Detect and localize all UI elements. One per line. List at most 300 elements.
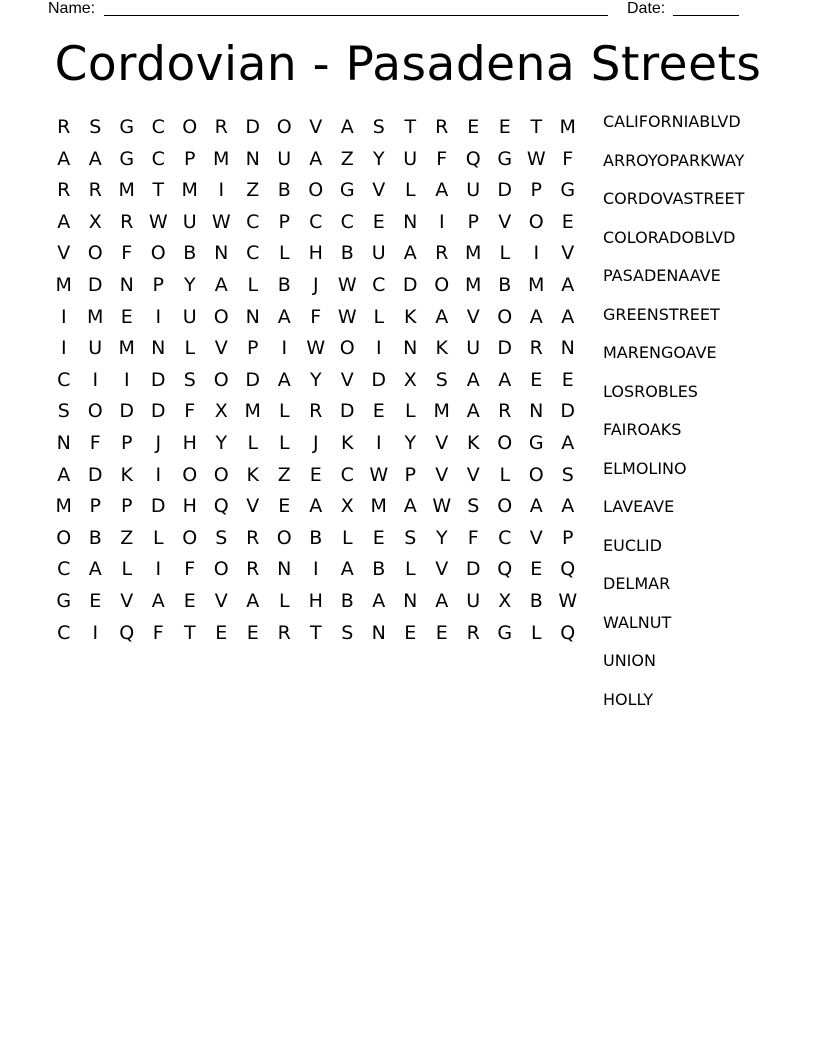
- grid-cell[interactable]: V: [561, 242, 575, 265]
- grid-cell[interactable]: E: [467, 116, 480, 138]
- grid-cell[interactable]: G: [56, 589, 72, 612]
- grid-cell[interactable]: T: [152, 179, 165, 202]
- grid-cell[interactable]: E: [498, 116, 511, 138]
- grid-cell[interactable]: S: [435, 368, 448, 391]
- grid-cell[interactable]: A: [340, 116, 354, 138]
- grid-cell[interactable]: D: [150, 495, 166, 518]
- grid-cell[interactable]: O: [339, 337, 355, 360]
- grid-cell[interactable]: M: [433, 400, 450, 423]
- grid-cell[interactable]: B: [277, 179, 291, 202]
- grid-cell[interactable]: A: [561, 273, 575, 296]
- grid-cell[interactable]: R: [246, 558, 260, 581]
- grid-cell[interactable]: E: [246, 621, 259, 644]
- grid-cell[interactable]: N: [403, 337, 418, 360]
- grid-cell[interactable]: Z: [277, 463, 291, 486]
- grid-cell[interactable]: W: [306, 337, 326, 360]
- grid-cell[interactable]: C: [340, 463, 354, 486]
- grid-cell[interactable]: I: [438, 210, 445, 233]
- grid-cell[interactable]: D: [560, 400, 576, 423]
- grid-cell[interactable]: E: [89, 589, 102, 612]
- grid-cell[interactable]: O: [528, 210, 544, 233]
- grid-cell[interactable]: O: [213, 463, 229, 486]
- grid-cell[interactable]: D: [119, 400, 135, 423]
- grid-cell[interactable]: I: [218, 179, 225, 202]
- grid-cell[interactable]: S: [341, 621, 354, 644]
- grid-cell[interactable]: I: [375, 337, 382, 360]
- grid-cell[interactable]: G: [119, 116, 135, 138]
- grid-cell[interactable]: B: [277, 273, 291, 296]
- grid-cell[interactable]: Q: [560, 621, 576, 644]
- grid-cell[interactable]: V: [435, 431, 449, 454]
- grid-cell[interactable]: P: [278, 210, 290, 233]
- grid-cell[interactable]: O: [213, 558, 229, 581]
- grid-cell[interactable]: R: [57, 116, 71, 138]
- grid-cell[interactable]: E: [120, 305, 133, 328]
- grid-cell[interactable]: X: [403, 368, 417, 391]
- grid-cell[interactable]: L: [247, 273, 259, 296]
- grid-cell[interactable]: O: [56, 526, 72, 549]
- grid-cell[interactable]: G: [560, 179, 576, 202]
- grid-cell[interactable]: R: [498, 400, 512, 423]
- grid-cell[interactable]: Q: [119, 621, 135, 644]
- grid-cell[interactable]: M: [559, 116, 576, 138]
- grid-cell[interactable]: D: [402, 273, 418, 296]
- grid-cell[interactable]: C: [372, 273, 386, 296]
- grid-cell[interactable]: H: [308, 589, 323, 612]
- grid-cell[interactable]: L: [404, 400, 416, 423]
- grid-cell[interactable]: I: [155, 305, 162, 328]
- grid-cell[interactable]: A: [309, 147, 323, 170]
- grid-cell[interactable]: J: [312, 273, 319, 296]
- grid-cell[interactable]: U: [371, 242, 386, 265]
- grid-cell[interactable]: Y: [309, 368, 322, 391]
- grid-cell[interactable]: Q: [213, 495, 229, 518]
- grid-cell[interactable]: U: [466, 179, 481, 202]
- grid-cell[interactable]: L: [404, 558, 416, 581]
- grid-cell[interactable]: R: [120, 210, 134, 233]
- grid-cell[interactable]: N: [214, 242, 229, 265]
- grid-cell[interactable]: T: [183, 621, 196, 644]
- grid-cell[interactable]: C: [340, 210, 354, 233]
- grid-cell[interactable]: E: [561, 210, 574, 233]
- grid-cell[interactable]: I: [60, 337, 67, 360]
- grid-cell[interactable]: E: [372, 400, 385, 423]
- grid-cell[interactable]: G: [119, 147, 135, 170]
- grid-cell[interactable]: F: [436, 147, 448, 170]
- grid-cell[interactable]: B: [88, 526, 102, 549]
- grid-cell[interactable]: R: [57, 179, 71, 202]
- grid-cell[interactable]: U: [466, 589, 481, 612]
- grid-cell[interactable]: X: [340, 495, 354, 518]
- grid-cell[interactable]: N: [403, 589, 418, 612]
- grid-cell[interactable]: V: [466, 463, 480, 486]
- grid-cell[interactable]: V: [246, 495, 260, 518]
- grid-cell[interactable]: Z: [246, 179, 260, 202]
- grid-cell[interactable]: I: [155, 558, 162, 581]
- grid-cell[interactable]: P: [247, 337, 259, 360]
- grid-cell[interactable]: L: [404, 179, 416, 202]
- grid-cell[interactable]: A: [277, 368, 291, 391]
- grid-cell[interactable]: M: [528, 273, 545, 296]
- grid-cell[interactable]: E: [372, 526, 385, 549]
- grid-cell[interactable]: A: [57, 147, 71, 170]
- grid-cell[interactable]: U: [88, 337, 103, 360]
- grid-cell[interactable]: S: [215, 526, 228, 549]
- grid-cell[interactable]: R: [309, 400, 323, 423]
- grid-cell[interactable]: N: [403, 210, 418, 233]
- grid-cell[interactable]: M: [244, 400, 261, 423]
- grid-cell[interactable]: A: [246, 589, 260, 612]
- grid-cell[interactable]: N: [245, 147, 260, 170]
- grid-cell[interactable]: D: [87, 463, 103, 486]
- grid-cell[interactable]: Y: [404, 431, 417, 454]
- grid-cell[interactable]: A: [88, 147, 102, 170]
- grid-cell[interactable]: N: [245, 305, 260, 328]
- grid-cell[interactable]: V: [214, 337, 228, 360]
- grid-cell[interactable]: J: [312, 431, 319, 454]
- grid-cell[interactable]: B: [183, 242, 197, 265]
- grid-cell[interactable]: C: [151, 116, 165, 138]
- grid-cell[interactable]: Q: [497, 558, 513, 581]
- grid-cell[interactable]: U: [277, 147, 292, 170]
- grid-cell[interactable]: C: [57, 621, 71, 644]
- grid-cell[interactable]: O: [276, 116, 292, 138]
- name-field[interactable]: [104, 15, 608, 16]
- grid-cell[interactable]: N: [277, 558, 292, 581]
- grid-cell[interactable]: L: [499, 463, 511, 486]
- grid-cell[interactable]: W: [148, 210, 168, 233]
- grid-cell[interactable]: O: [276, 526, 292, 549]
- grid-cell[interactable]: E: [215, 621, 228, 644]
- grid-cell[interactable]: V: [435, 558, 449, 581]
- grid-cell[interactable]: U: [403, 147, 418, 170]
- grid-cell[interactable]: N: [371, 621, 386, 644]
- grid-cell[interactable]: A: [435, 305, 449, 328]
- grid-cell[interactable]: A: [340, 558, 354, 581]
- grid-cell[interactable]: V: [529, 526, 543, 549]
- grid-cell[interactable]: A: [435, 589, 449, 612]
- grid-cell[interactable]: E: [435, 621, 448, 644]
- grid-cell[interactable]: H: [308, 242, 323, 265]
- grid-cell[interactable]: M: [465, 273, 482, 296]
- grid-cell[interactable]: P: [89, 495, 101, 518]
- grid-cell[interactable]: R: [277, 621, 291, 644]
- grid-cell[interactable]: N: [119, 273, 134, 296]
- grid-cell[interactable]: V: [120, 589, 134, 612]
- grid-cell[interactable]: O: [434, 273, 450, 296]
- grid-cell[interactable]: P: [152, 273, 164, 296]
- grid-cell[interactable]: K: [435, 337, 448, 360]
- grid-cell[interactable]: X: [214, 400, 228, 423]
- grid-cell[interactable]: W: [526, 147, 546, 170]
- grid-cell[interactable]: E: [183, 589, 196, 612]
- grid-cell[interactable]: C: [57, 368, 71, 391]
- grid-cell[interactable]: S: [183, 368, 196, 391]
- grid-cell[interactable]: O: [528, 463, 544, 486]
- grid-cell[interactable]: P: [530, 179, 542, 202]
- grid-cell[interactable]: F: [562, 147, 574, 170]
- grid-cell[interactable]: H: [182, 431, 197, 454]
- word-list-item: CORDOVASTREET: [603, 189, 745, 208]
- grid-cell[interactable]: A: [277, 305, 291, 328]
- grid-cell[interactable]: A: [435, 179, 449, 202]
- grid-cell[interactable]: V: [372, 179, 386, 202]
- grid-cell[interactable]: A: [88, 558, 102, 581]
- grid-cell[interactable]: M: [55, 273, 72, 296]
- grid-cell[interactable]: L: [278, 400, 290, 423]
- grid-cell[interactable]: M: [181, 179, 198, 202]
- grid-cell[interactable]: Z: [340, 147, 354, 170]
- grid-cell[interactable]: B: [372, 558, 386, 581]
- grid-cell[interactable]: P: [562, 526, 574, 549]
- grid-cell[interactable]: F: [310, 305, 322, 328]
- grid-cell[interactable]: L: [499, 242, 511, 265]
- grid-cell[interactable]: J: [155, 431, 162, 454]
- grid-cell[interactable]: N: [151, 337, 166, 360]
- grid-cell[interactable]: Q: [465, 147, 481, 170]
- grid-cell[interactable]: R: [435, 116, 449, 138]
- grid-cell[interactable]: G: [497, 621, 513, 644]
- grid-cell[interactable]: Y: [372, 147, 385, 170]
- header-line: [48, 0, 748, 20]
- grid-cell[interactable]: X: [498, 589, 512, 612]
- grid-cell[interactable]: W: [337, 273, 357, 296]
- grid-cell[interactable]: T: [309, 621, 322, 644]
- grid-cell[interactable]: K: [467, 431, 480, 454]
- grid-cell[interactable]: E: [530, 558, 543, 581]
- grid-cell[interactable]: Y: [435, 526, 448, 549]
- grid-cell[interactable]: M: [55, 495, 72, 518]
- grid-cell[interactable]: D: [339, 400, 355, 423]
- grid-cell[interactable]: P: [467, 210, 479, 233]
- grid-cell[interactable]: Z: [120, 526, 134, 549]
- grid-cell[interactable]: A: [529, 305, 543, 328]
- grid-cell[interactable]: O: [497, 495, 513, 518]
- grid-cell[interactable]: A: [498, 368, 512, 391]
- grid-cell[interactable]: I: [281, 337, 288, 360]
- grid-cell[interactable]: C: [309, 210, 323, 233]
- grid-cell[interactable]: F: [152, 621, 164, 644]
- grid-cell[interactable]: V: [57, 242, 71, 265]
- grid-cell[interactable]: D: [465, 558, 481, 581]
- grid-cell[interactable]: V: [435, 463, 449, 486]
- word-list-item: LAVEAVE: [603, 497, 675, 516]
- grid-cell[interactable]: M: [370, 495, 387, 518]
- grid-cell[interactable]: E: [372, 210, 385, 233]
- word-list-item: DELMAR: [603, 574, 671, 593]
- grid-cell[interactable]: G: [528, 431, 544, 454]
- grid-cell[interactable]: R: [529, 337, 543, 360]
- grid-cell[interactable]: W: [432, 495, 452, 518]
- grid-cell[interactable]: M: [87, 305, 104, 328]
- grid-cell[interactable]: W: [337, 305, 357, 328]
- grid-cell[interactable]: E: [404, 621, 417, 644]
- date-field[interactable]: [673, 15, 739, 16]
- grid-cell[interactable]: X: [88, 210, 102, 233]
- grid-cell[interactable]: A: [561, 305, 575, 328]
- grid-cell[interactable]: E: [278, 495, 291, 518]
- grid-cell[interactable]: L: [152, 526, 164, 549]
- grid-cell[interactable]: G: [497, 147, 513, 170]
- grid-cell[interactable]: A: [466, 400, 480, 423]
- grid-cell[interactable]: W: [558, 589, 578, 612]
- grid-cell[interactable]: F: [467, 526, 479, 549]
- grid-cell[interactable]: F: [184, 558, 196, 581]
- grid-cell[interactable]: C: [151, 147, 165, 170]
- grid-cell[interactable]: L: [184, 337, 196, 360]
- grid-cell[interactable]: A: [466, 368, 480, 391]
- grid-cell[interactable]: K: [404, 305, 417, 328]
- grid-cell[interactable]: E: [561, 368, 574, 391]
- grid-cell[interactable]: B: [529, 589, 543, 612]
- grid-cell[interactable]: H: [182, 495, 197, 518]
- grid-cell[interactable]: A: [561, 431, 575, 454]
- grid-cell[interactable]: N: [560, 337, 575, 360]
- grid-cell[interactable]: S: [467, 495, 480, 518]
- grid-cell[interactable]: I: [155, 463, 162, 486]
- grid-cell[interactable]: R: [466, 621, 480, 644]
- word-list: [603, 111, 744, 727]
- grid-cell[interactable]: A: [403, 242, 417, 265]
- grid-cell[interactable]: A: [403, 495, 417, 518]
- grid-cell[interactable]: R: [435, 242, 449, 265]
- grid-cell[interactable]: L: [278, 589, 290, 612]
- grid-cell[interactable]: D: [245, 368, 261, 391]
- grid-cell[interactable]: O: [87, 400, 103, 423]
- grid-cell[interactable]: D: [150, 400, 166, 423]
- grid-cell[interactable]: E: [309, 463, 322, 486]
- grid-cell[interactable]: T: [404, 116, 417, 138]
- grid-cell[interactable]: L: [247, 431, 259, 454]
- word-list-item: FAIROAKS: [603, 420, 682, 439]
- grid-cell[interactable]: W: [369, 463, 389, 486]
- grid-cell[interactable]: S: [57, 400, 70, 423]
- grid-cell[interactable]: I: [60, 305, 67, 328]
- letter-grid: [48, 112, 584, 649]
- grid-cell[interactable]: C: [57, 558, 71, 581]
- grid-cell[interactable]: C: [498, 526, 512, 549]
- grid-cell[interactable]: V: [466, 305, 480, 328]
- word-list-item: COLORADOBLVD: [603, 227, 736, 247]
- grid-cell[interactable]: F: [121, 242, 133, 265]
- grid-cell[interactable]: D: [497, 179, 513, 202]
- grid-cell[interactable]: A: [57, 463, 71, 486]
- grid-cell[interactable]: B: [340, 242, 354, 265]
- grid-cell[interactable]: B: [498, 273, 512, 296]
- grid-cell[interactable]: F: [89, 431, 101, 454]
- grid-cell[interactable]: P: [404, 463, 416, 486]
- grid-cell[interactable]: A: [529, 495, 543, 518]
- grid-cell[interactable]: O: [150, 242, 166, 265]
- grid-cell[interactable]: A: [57, 210, 71, 233]
- grid-cell[interactable]: U: [466, 337, 481, 360]
- grid-cell[interactable]: Y: [183, 273, 196, 296]
- grid-cell[interactable]: L: [341, 526, 353, 549]
- grid-cell[interactable]: K: [120, 463, 133, 486]
- grid-cell[interactable]: D: [87, 273, 103, 296]
- grid-cell[interactable]: K: [246, 463, 259, 486]
- grid-cell[interactable]: S: [372, 116, 385, 138]
- grid-cell[interactable]: L: [278, 431, 290, 454]
- grid-cell[interactable]: A: [309, 495, 323, 518]
- grid-cell[interactable]: D: [497, 337, 513, 360]
- grid-cell[interactable]: V: [309, 116, 323, 138]
- grid-cell[interactable]: R: [246, 526, 260, 549]
- grid-cell[interactable]: S: [561, 463, 574, 486]
- grid-cell[interactable]: G: [339, 179, 355, 202]
- grid-cell[interactable]: D: [371, 368, 387, 391]
- grid-cell[interactable]: D: [150, 368, 166, 391]
- grid-cell[interactable]: S: [404, 526, 417, 549]
- grid-cell[interactable]: P: [121, 495, 133, 518]
- grid-cell[interactable]: C: [246, 210, 260, 233]
- grid-cell[interactable]: B: [309, 526, 323, 549]
- grid-cell[interactable]: R: [88, 179, 102, 202]
- grid-cell[interactable]: I: [375, 431, 382, 454]
- grid-cell[interactable]: L: [278, 242, 290, 265]
- grid-cell[interactable]: A: [561, 495, 575, 518]
- grid-cell[interactable]: V: [214, 589, 228, 612]
- grid-cell[interactable]: N: [529, 400, 544, 423]
- grid-cell[interactable]: T: [530, 116, 543, 138]
- grid-cell[interactable]: O: [213, 305, 229, 328]
- grid-cell[interactable]: O: [182, 463, 198, 486]
- grid-cell[interactable]: W: [211, 210, 231, 233]
- grid-cell[interactable]: S: [89, 116, 102, 138]
- grid-cell[interactable]: L: [530, 621, 542, 644]
- grid-cell[interactable]: Y: [215, 431, 228, 454]
- grid-cell[interactable]: B: [340, 589, 354, 612]
- grid-cell[interactable]: D: [245, 116, 261, 138]
- grid-cell[interactable]: U: [182, 210, 197, 233]
- grid-cell[interactable]: M: [465, 242, 482, 265]
- grid-cell[interactable]: L: [373, 305, 385, 328]
- grid-cell[interactable]: N: [56, 431, 71, 454]
- grid-cell[interactable]: E: [530, 368, 543, 391]
- grid-cell[interactable]: I: [123, 368, 130, 391]
- grid-cell[interactable]: O: [497, 431, 513, 454]
- grid-cell[interactable]: O: [87, 242, 103, 265]
- grid-cell[interactable]: Q: [560, 558, 576, 581]
- grid-cell[interactable]: O: [182, 526, 198, 549]
- grid-cell[interactable]: I: [533, 242, 540, 265]
- grid-cell[interactable]: P: [121, 431, 133, 454]
- grid-cell[interactable]: I: [92, 368, 99, 391]
- grid-cell[interactable]: I: [92, 621, 99, 644]
- grid-cell[interactable]: U: [182, 305, 197, 328]
- grid-cell[interactable]: I: [312, 558, 319, 581]
- grid-cell[interactable]: O: [497, 305, 513, 328]
- grid-cell[interactable]: A: [372, 589, 386, 612]
- grid-cell[interactable]: V: [340, 368, 354, 391]
- grid-cell[interactable]: V: [498, 210, 512, 233]
- grid-cell[interactable]: C: [246, 242, 260, 265]
- grid-cell[interactable]: P: [184, 147, 196, 170]
- grid-cell[interactable]: F: [184, 400, 196, 423]
- grid-cell[interactable]: R: [214, 116, 228, 138]
- grid-cell[interactable]: M: [118, 337, 135, 360]
- grid-cell[interactable]: K: [341, 431, 354, 454]
- grid-cell[interactable]: A: [151, 589, 165, 612]
- grid-cell[interactable]: M: [118, 179, 135, 202]
- word-list-item: UNION: [603, 651, 656, 670]
- grid-cell[interactable]: O: [308, 179, 324, 202]
- grid-cell[interactable]: M: [213, 147, 230, 170]
- grid-cell[interactable]: L: [121, 558, 133, 581]
- grid-cell[interactable]: O: [213, 368, 229, 391]
- grid-cell[interactable]: A: [214, 273, 228, 296]
- grid-cell[interactable]: O: [182, 116, 198, 138]
